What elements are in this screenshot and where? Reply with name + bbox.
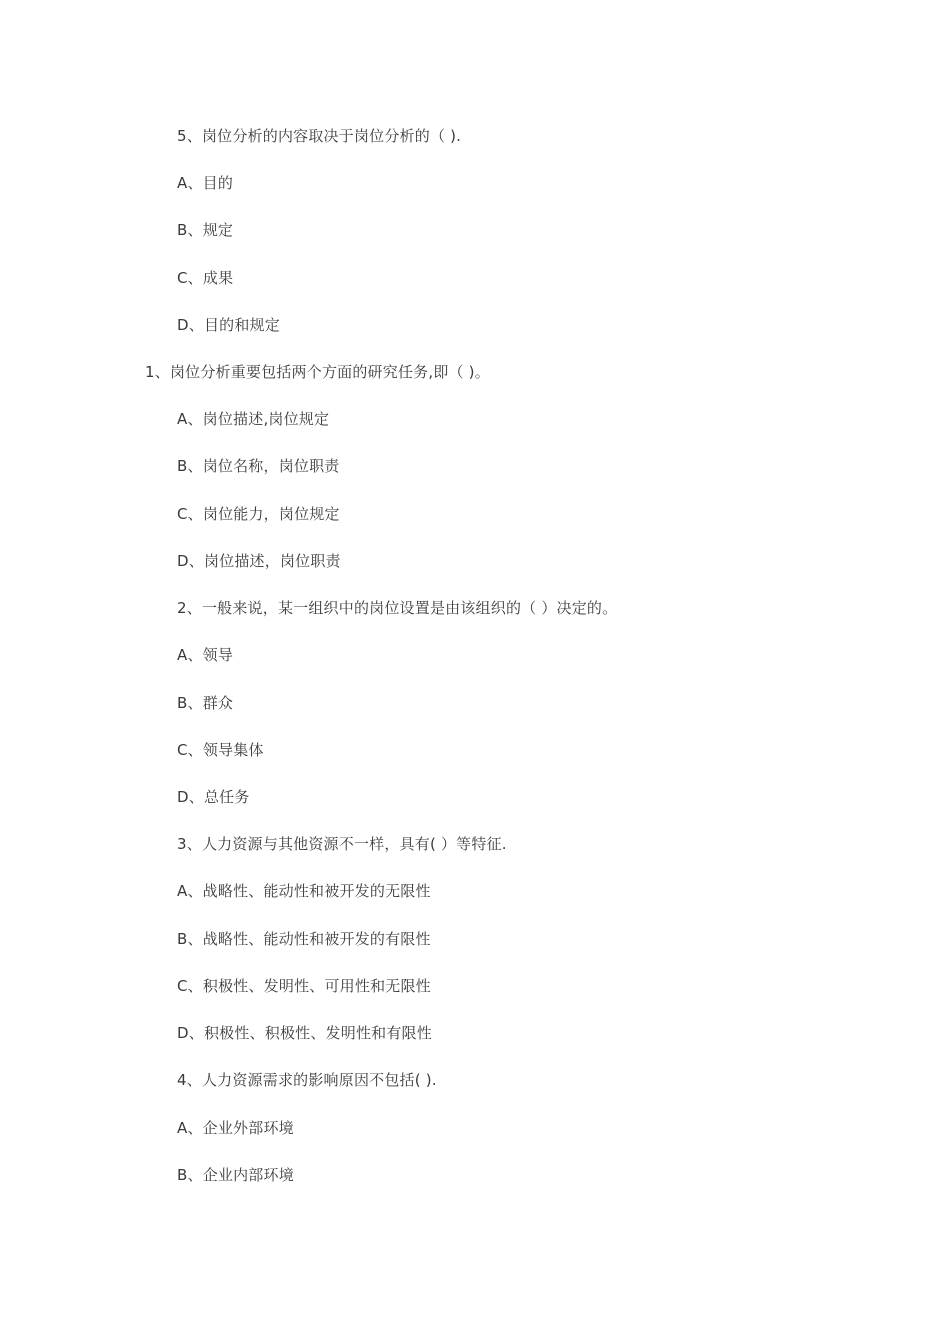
q5-option-b: B、规定 bbox=[177, 221, 234, 239]
question-5-text: 5、岗位分析的内容取决于岗位分析的（ ). bbox=[177, 127, 462, 145]
q3-option-a: A、战略性、能动性和被开发的无限性 bbox=[177, 882, 431, 900]
q1-option-c: C、岗位能力，岗位规定 bbox=[177, 505, 340, 523]
q3-option-d: D、积极性、积极性、发明性和有限性 bbox=[177, 1024, 432, 1042]
question-4-text: 4、人力资源需求的影响原因不包括( ). bbox=[177, 1071, 437, 1089]
q4-option-b: B、企业内部环境 bbox=[177, 1166, 294, 1184]
q2-option-b: B、群众 bbox=[177, 694, 234, 712]
q2-option-c: C、领导集体 bbox=[177, 741, 264, 759]
q1-option-a: A、岗位描述,岗位规定 bbox=[177, 410, 330, 428]
q3-option-b: B、战略性、能动性和被开发的有限性 bbox=[177, 930, 431, 948]
q4-option-a: A、企业外部环境 bbox=[177, 1119, 294, 1137]
question-2-text: 2、一般来说，某一组织中的岗位设置是由该组织的（ ）决定的。 bbox=[177, 599, 618, 617]
question-3-text: 3、人力资源与其他资源不一样，具有( ）等特征. bbox=[177, 835, 507, 853]
q2-option-a: A、领导 bbox=[177, 646, 234, 664]
q5-option-d: D、目的和规定 bbox=[177, 316, 280, 334]
q3-option-c: C、积极性、发明性、可用性和无限性 bbox=[177, 977, 431, 995]
question-1-text: 1、岗位分析重要包括两个方面的研究任务,即（ )。 bbox=[145, 363, 490, 381]
q2-option-d: D、总任务 bbox=[177, 788, 250, 806]
q5-option-a: A、目的 bbox=[177, 174, 234, 192]
q5-option-c: C、成果 bbox=[177, 269, 234, 287]
q1-option-b: B、岗位名称，岗位职责 bbox=[177, 457, 340, 475]
q1-option-d: D、岗位描述，岗位职责 bbox=[177, 552, 341, 570]
